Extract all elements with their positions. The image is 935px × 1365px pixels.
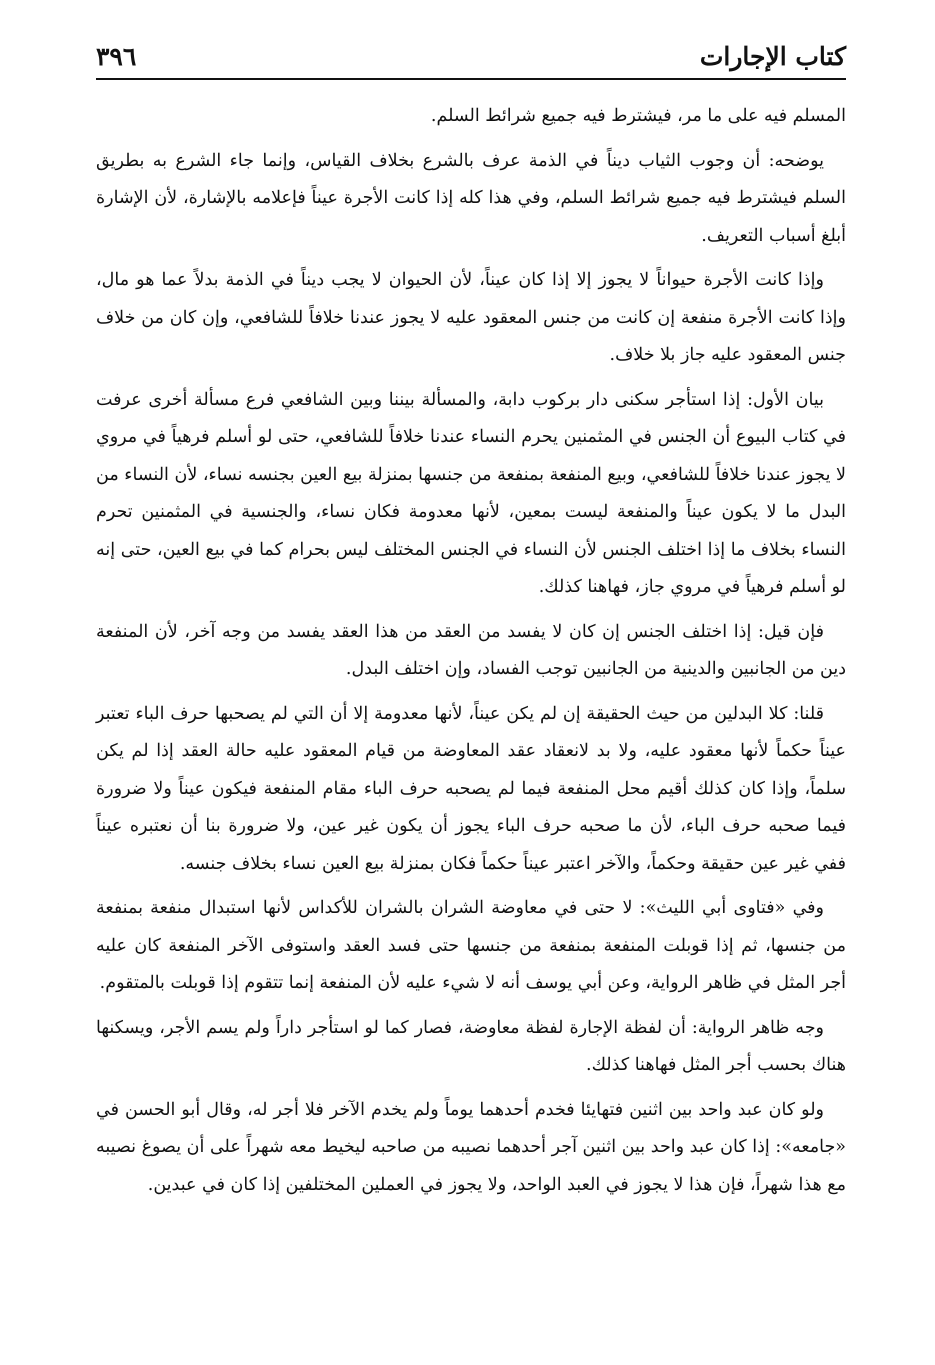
paragraph: يوضحه: أن وجوب الثياب ديناً في الذمة عرف بالشرع بخلاف القياس، وإنما جاء الشرع به بطريق السلم فيشترط فيه جميع شرائط السلم، وفي هذا كله إذا كانت الأجرة عيناً فإعلامه بالإشارة، لأن الإشارة أبلغ أسباب التعريف.: [96, 150, 846, 246]
paragraph: وإذا كانت الأجرة حيواناً لا يجوز إلا إذا كان عيناً، لأن الحيوان لا يجب ديناً في الذمة بدلاً عما هو مال، وإذا كانت الأجرة منفعة إن كانت من جنس المعقود عليه لا يجوز عندنا خلافاً للشافعي، وإن كان من خلاف جنس المعقود عليه جاز بلا خلاف.: [96, 270, 846, 365]
paragraph: ولو كان عبد واحد بين اثنين فتهايئا فخدم أحدهما يوماً ولم يخدم الآخر فلا أجر له، وقال أبو الحسن في «جامعه»: إذا كان عبد واحد بين اثنين آجر أحدهما نصيبه من صاحبه ليخيط معه شهراً على أن يصوغ نصيبه مع هذا شهراً، فإن هذا لا يجوز في العبد الواحد، ولا يجوز في العملين المختلفين إذا كان في عبدين.: [96, 1099, 846, 1195]
paragraph: المسلم فيه على ما مر، فيشترط فيه جميع شرائط السلم.: [430, 106, 846, 126]
paragraph: بيان الأول: إذا استأجر سكنى دار بركوب دابة، والمسألة بيننا وبين الشافعي فرع مسألة أخرى عرفت في كتاب البيوع أن الجنس في المثمنين يحرم النساء عندنا خلافاً للشافعي، حتى لو أسلم فرهياً في مروي لا يجوز عندنا خلافاً للشافعي، وبيع المنفعة بمنفعة من جنسها بمنزلة بيع العين بجنسه نساء، لأن النساء من البدل ما لا يكون عيناً والمنفعة ليست بمعين، لأنها معدومة فكان نساء، والجنسية في المثمنين تحرم النساء بخلاف ما إذا اختلف الجنس لأن النساء في الجنس المختلف ليس بحرام كما في بيع العين، حتى إنه لو أسلم فرهياً في مروي جاز، فهاهنا كذلك.: [96, 389, 846, 597]
paragraph: وفي «فتاوى أبي الليث»: لا حتى في معاوضة الشران بالشران للأكداس لأنها استبدال منفعة بمنفعة من جنسها، ثم إذا قوبلت المنفعة بمنفعة من جنسها حتى فسد العقد واستوفى الآخر المنفعة كان عليه أجر المثل في ظاهر الرواية، وعن أبي يوسف أنه لا شيء عليه لأن المنفعة إنما تتقوم إذا قوبلت بالمتقوم.: [96, 898, 846, 993]
page-number: ٣٩٦: [96, 42, 137, 71]
header-divider: [96, 78, 846, 80]
page-body: [96, 98, 846, 1211]
paragraph: وجه ظاهر الرواية: أن لفظة الإجارة لفظة معاوضة، فصار كما لو استأجر داراً ولم يسم الأجر، ويسكنها هناك بحسب أجر المثل فهاهنا كذلك.: [96, 1017, 846, 1075]
running-header: [96, 36, 846, 82]
chapter-title: كتاب الإجارات: [699, 42, 846, 71]
paragraph: قلنا: كلا البدلين من حيث الحقيقة إن لم يكن عيناً، لأنها معدومة إلا أن التي لم يصحبها حرف الباء تعتبر عيناً حكماً لأنها معقود عليه، ولا بد لانعقاد عقد المعاوضة من قيام المعقود عليه حالة العقد إذا لم يكن سلماً، وإذا كان كذلك أقيم محل المنفعة فيما لم يصحبه حرف الباء مقام المنفعة فيكون عيناً ولا ضرورة فيما صحبه حرف الباء، لأن ما صحبه حرف الباء يجوز أن يكون غير عين، ولا ضرورة بنا أن نعتبره عيناً ففي غير عين حقيقة وحكماً، والآخر اعتبر عيناً حكماً فكان بمنزلة بيع العين نساء بخلاف جنسه.: [96, 703, 846, 874]
paragraph: فإن قيل: إذا اختلف الجنس إن كان لا يفسد من العقد من هذا العقد يفسد من وجه آخر، لأن المنفعة دين من الجانبين والدينية من الجانبين توجب الفساد، وإن اختلف البدل.: [96, 621, 846, 679]
